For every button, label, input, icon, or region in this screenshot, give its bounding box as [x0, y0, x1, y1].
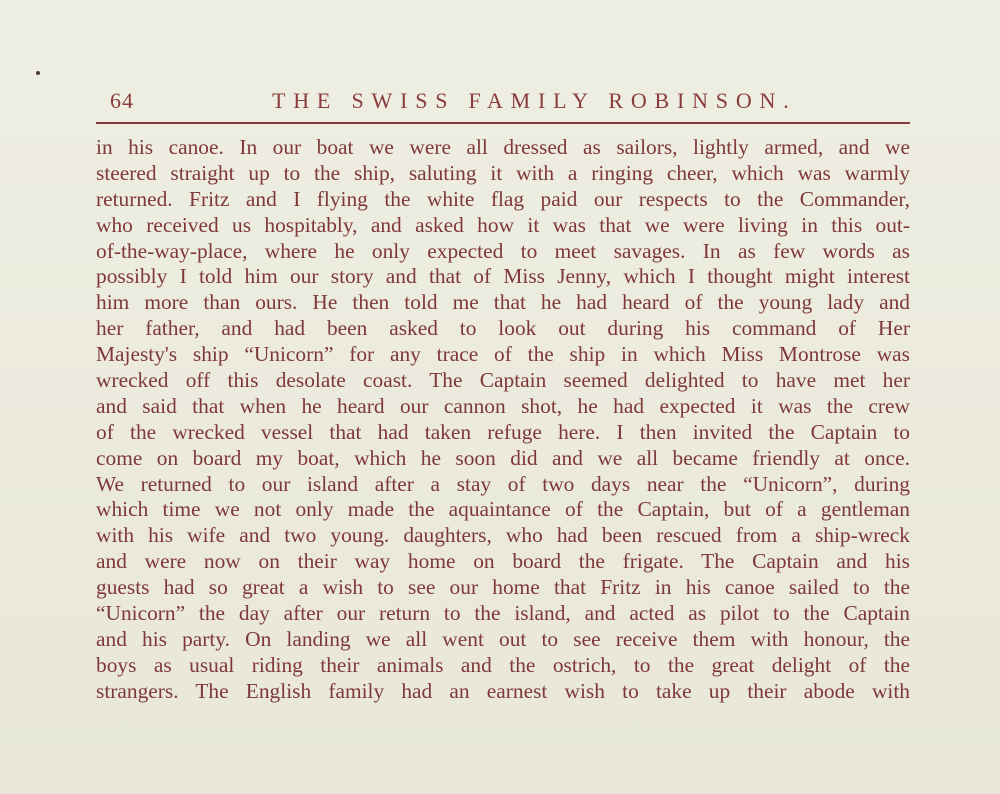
- text-line: which time we not only made the aquaintance of the Captain, but of a gentleman: [96, 497, 910, 522]
- text-line: We returned to our island after a stay of two days near the “Unicorn”, during: [96, 471, 910, 496]
- text-line: Majesty's ship “Unicorn” for any trace of the ship in which Miss Montrose was: [96, 342, 910, 367]
- header-rule: [96, 122, 910, 124]
- body-text: [96, 135, 910, 705]
- text-line: wrecked off this desolate coast. The Captain seemed delighted to have met her: [96, 368, 910, 393]
- text-line: and his party. On landing we all went out to see receive them with honour, the: [96, 626, 910, 651]
- text-line: guests had so great a wish to see our home that Fritz in his canoe sailed to the: [96, 575, 910, 600]
- text-line: of-the-way-place, where he only expected to meet savages. In as few words as: [96, 238, 910, 263]
- ink-speck: [36, 71, 40, 75]
- text-line: “Unicorn” the day after our return to the island, and acted as pilot to the Captain: [96, 601, 910, 626]
- text-line: steered straight up to the ship, saluting it with a ringing cheer, which was warmly: [96, 160, 910, 185]
- text-line: her father, and had been asked to look out during his command of Her: [96, 316, 910, 341]
- text-line: strangers. The English family had an earnest wish to take up their abode with: [96, 678, 910, 703]
- page-number: 64: [110, 88, 134, 113]
- text-line: boys as usual riding their animals and the ostrich, to the great delight of the: [96, 652, 910, 677]
- text-line: who received us hospitably, and asked how it was that we were living in this out-: [96, 212, 910, 237]
- text-line: possibly I told him our story and that of Miss Jenny, which I thought might interest: [96, 264, 910, 289]
- page-header: [96, 86, 910, 116]
- text-line: him more than ours. He then told me that he had heard of the young lady and: [96, 290, 910, 315]
- running-title: THE SWISS FAMILY ROBINSON.: [272, 88, 797, 113]
- text-line: and were now on their way home on board the frigate. The Captain and his: [96, 549, 910, 574]
- text-line: and said that when he heard our cannon shot, he had expected it was the crew: [96, 393, 910, 418]
- text-line: of the wrecked vessel that had taken refuge here. I then invited the Captain to: [96, 419, 910, 444]
- text-line: come on board my boat, which he soon did and we all became friendly at once.: [96, 445, 910, 470]
- text-line: in his canoe. In our boat we were all dressed as sailors, lightly armed, and we: [96, 135, 910, 159]
- text-line: with his wife and two young. daughters, who had been rescued from a ship-wreck: [96, 523, 910, 548]
- text-line: returned. Fritz and I flying the white flag paid our respects to the Commander,: [96, 186, 910, 211]
